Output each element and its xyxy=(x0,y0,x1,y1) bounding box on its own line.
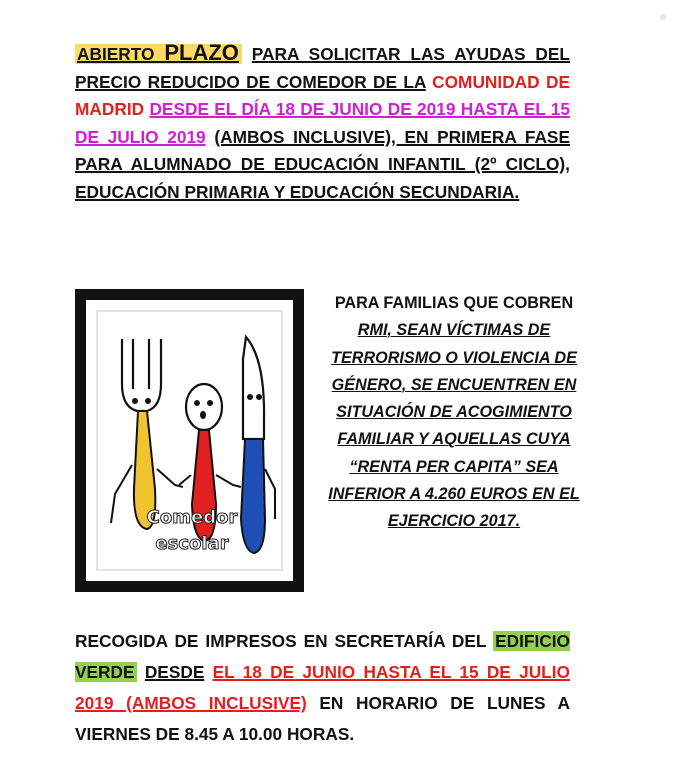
date-range: DESDE EL DÍA 18 DE JUNIO DE 2019 HASTA EL 15 DE JULIO 2019 xyxy=(75,99,570,147)
comedor-escolar-image xyxy=(75,289,304,592)
intro-text: PARA SOLICITAR LAS AYUDAS DEL PRECIO REDUCIDO DE COMEDOR DE LA xyxy=(75,44,570,92)
application-period-paragraph xyxy=(75,39,570,206)
eligible-families-text xyxy=(318,290,590,536)
abierto-highlight: ABIERTO PLAZO xyxy=(75,44,242,64)
image-caption-line2: escolar xyxy=(155,533,229,554)
eligibility-text: (AMBOS INCLUSIVE), EN PRIMERA FASE PARA ALUMNADO DE EDUCACIÓN INFANTIL (2º CICLO), EDUCACIÓN PRIMARIA Y EDUCACIÓN SECUNDARIA. xyxy=(75,126,570,202)
families-intro: PARA FAMILIAS QUE COBREN xyxy=(334,294,574,312)
image-caption-line1: Comedor xyxy=(146,507,238,528)
pickup-intro: RECOGIDA DE IMPRESOS EN SECRETARÍA DEL xyxy=(75,631,487,651)
plazo-word: PLAZO xyxy=(164,40,239,65)
comunidad-madrid: COMUNIDAD DE MADRID xyxy=(75,71,570,119)
corner-dot xyxy=(660,14,666,20)
desde-word: DESDE xyxy=(144,662,205,682)
pickup-hours: EN HORARIO DE LUNES A VIERNES DE 8.45 A 10.00 HORAS. xyxy=(75,693,571,744)
pickup-paragraph xyxy=(75,626,570,750)
families-conditions: RMI, SEAN VÍCTIMAS DE TERRORISMO O VIOLENCIA DE GÉNERO, SE ENCUENTREN EN SITUACIÓN DE ACOGIMIENTO FAMILIAR Y AQUELLAS CUYA “RENTA PER CAPITA” SEA INFERIOR A 4.260 EUROS EN EL EJERCICIO 2017. xyxy=(328,321,580,531)
pickup-dates: EL 18 DE JUNIO HASTA EL 15 DE JULIO 2019 (AMBOS INCLUSIVE) xyxy=(75,662,570,713)
edificio-verde: EDIFICIO VERDE xyxy=(75,631,570,682)
